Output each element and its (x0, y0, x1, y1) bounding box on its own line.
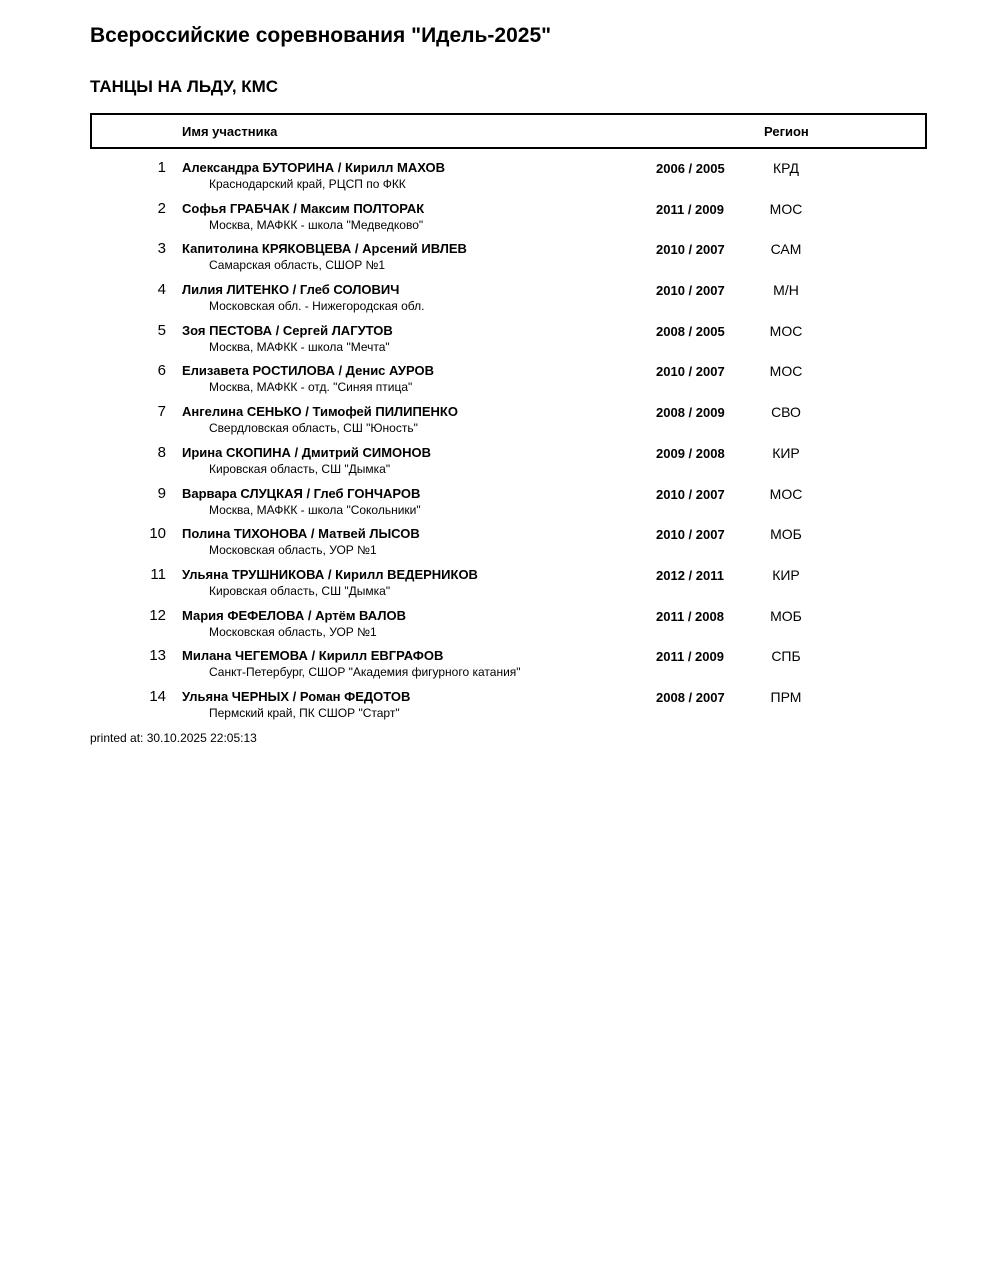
rank-number: 13 (149, 647, 166, 665)
table-row (0, 198, 996, 239)
region-code: МОС (769, 363, 803, 380)
entries-list (0, 157, 996, 727)
club-name: Москва, МАФКК - школа "Мечта" (209, 339, 390, 354)
region-code: СВО (771, 404, 801, 421)
birth-years: 2006 / 2005 (656, 161, 725, 176)
table-row (0, 157, 996, 198)
birth-years: 2010 / 2007 (656, 527, 725, 543)
pair-names: Зоя ПЕСТОВА / Сергей ЛАГУТОВ (182, 322, 393, 338)
rank-number: 14 (149, 687, 166, 705)
region-code: СПБ (771, 648, 801, 665)
pair-names: Мария ФЕФЕЛОВА / Артём ВАЛОВ (182, 607, 406, 623)
club-name: Московская область, УОР №1 (209, 624, 377, 639)
birth-years: 2008 / 2009 (656, 405, 725, 421)
birth-years: 2010 / 2007 (656, 283, 725, 299)
region-code: МОБ (770, 607, 802, 624)
birth-years: 2010 / 2007 (656, 486, 725, 502)
pair-names: Ангелина СЕНЬКО / Тимофей ПИЛИПЕНКО (182, 404, 458, 420)
birth-years: 2008 / 2005 (656, 323, 725, 339)
birth-years: 2010 / 2007 (656, 242, 725, 258)
rank-number: 11 (150, 565, 166, 583)
birth-years: 2011 / 2009 (656, 201, 724, 217)
rank-number: 12 (149, 606, 166, 624)
region-code: КРД (772, 160, 800, 176)
table-row (0, 645, 996, 686)
birth-years: 2011 / 2009 (656, 649, 724, 665)
rank-number: 10 (149, 525, 166, 543)
table-row (0, 523, 996, 564)
club-name: Самарская область, СШОР №1 (209, 258, 386, 273)
table-row (0, 564, 996, 605)
table-row (0, 686, 996, 727)
region-code: МОБ (770, 526, 802, 543)
page-title: Всероссийские соревнования "Идель-2025" (90, 24, 552, 47)
region-code: ПРМ (770, 688, 802, 705)
table-row (0, 605, 996, 646)
rank-number: 7 (157, 403, 166, 421)
pair-names: Ульяна ТРУШНИКОВА / Кирилл ВЕДЕРНИКОВ (182, 566, 478, 582)
club-name: Москва, МАФКК - школа "Сокольники" (209, 502, 421, 517)
rank-number: 1 (157, 159, 166, 176)
birth-years: 2008 / 2007 (656, 689, 725, 705)
pair-names: Капитолина КРЯКОВЦЕВА / Арсений ИВЛЕВ (182, 241, 467, 257)
club-name: Санкт-Петербург, СШОР "Академия фигурного катания" (209, 665, 521, 680)
rank-number: 3 (157, 240, 166, 258)
table-row (0, 279, 996, 320)
club-name: Свердловская область, СШ "Юность" (209, 421, 418, 436)
pair-names: Милана ЧЕГЕМОВА / Кирилл ЕВГРАФОВ (182, 648, 444, 664)
rank-number: 4 (157, 281, 166, 299)
region-code: МОС (769, 200, 803, 217)
birth-years: 2012 / 2011 (656, 567, 724, 583)
birth-years: 2010 / 2007 (656, 364, 725, 380)
rank-number: 6 (157, 362, 166, 380)
club-name: Москва, МАФКК - отд. "Синяя птица" (209, 380, 413, 395)
rank-number: 8 (157, 443, 166, 461)
club-name: Кировская область, СШ "Дымка" (209, 461, 391, 476)
region-code: М/Н (773, 282, 799, 299)
club-name: Краснодарский край, РЦСП по ФКК (209, 177, 406, 191)
club-name: Москва, МАФКК - школа "Медведково" (209, 217, 424, 232)
pair-names: Ульяна ЧЕРНЫХ / Роман ФЕДОТОВ (182, 688, 411, 704)
rank-number: 2 (157, 199, 166, 217)
rank-number: 9 (157, 484, 166, 502)
region-code: МОС (769, 485, 803, 502)
pair-names: Елизавета РОСТИЛОВА / Денис АУРОВ (182, 363, 435, 379)
table-header (90, 113, 927, 149)
pair-names: Варвара СЛУЦКАЯ / Глеб ГОНЧАРОВ (182, 485, 421, 501)
pair-names: Ирина СКОПИНА / Дмитрий СИМОНОВ (182, 444, 432, 460)
header-region: Регион (764, 124, 809, 139)
pair-names: Полина ТИХОНОВА / Матвей ЛЫСОВ (182, 526, 420, 542)
table-row (0, 401, 996, 442)
region-code: КИР (772, 444, 800, 461)
club-name: Пермский край, ПК СШОР "Старт" (209, 705, 400, 720)
club-name: Московская обл. - Нижегородская обл. (209, 299, 425, 314)
rank-number: 5 (157, 321, 166, 339)
printed-timestamp: printed at: 30.10.2025 22:05:13 (90, 731, 257, 745)
birth-years: 2011 / 2008 (656, 608, 724, 624)
table-row (0, 483, 996, 524)
birth-years: 2009 / 2008 (656, 445, 725, 461)
pair-names: Александра БУТОРИНА / Кирилл МАХОВ (182, 160, 446, 175)
region-code: САМ (770, 241, 802, 258)
table-row (0, 442, 996, 483)
pair-names: Софья ГРАБЧАК / Максим ПОЛТОРАК (182, 200, 425, 216)
table-row (0, 360, 996, 401)
club-name: Московская область, УОР №1 (209, 543, 377, 558)
table-row (0, 320, 996, 361)
club-name: Кировская область, СШ "Дымка" (209, 583, 391, 598)
header-name: Имя участника (182, 124, 278, 139)
region-code: КИР (772, 566, 800, 583)
pair-names: Лилия ЛИТЕНКО / Глеб СОЛОВИЧ (182, 282, 400, 298)
category-title: ТАНЦЫ НА ЛЬДУ, КМС (90, 77, 279, 96)
table-row (0, 238, 996, 279)
region-code: МОС (769, 322, 803, 339)
